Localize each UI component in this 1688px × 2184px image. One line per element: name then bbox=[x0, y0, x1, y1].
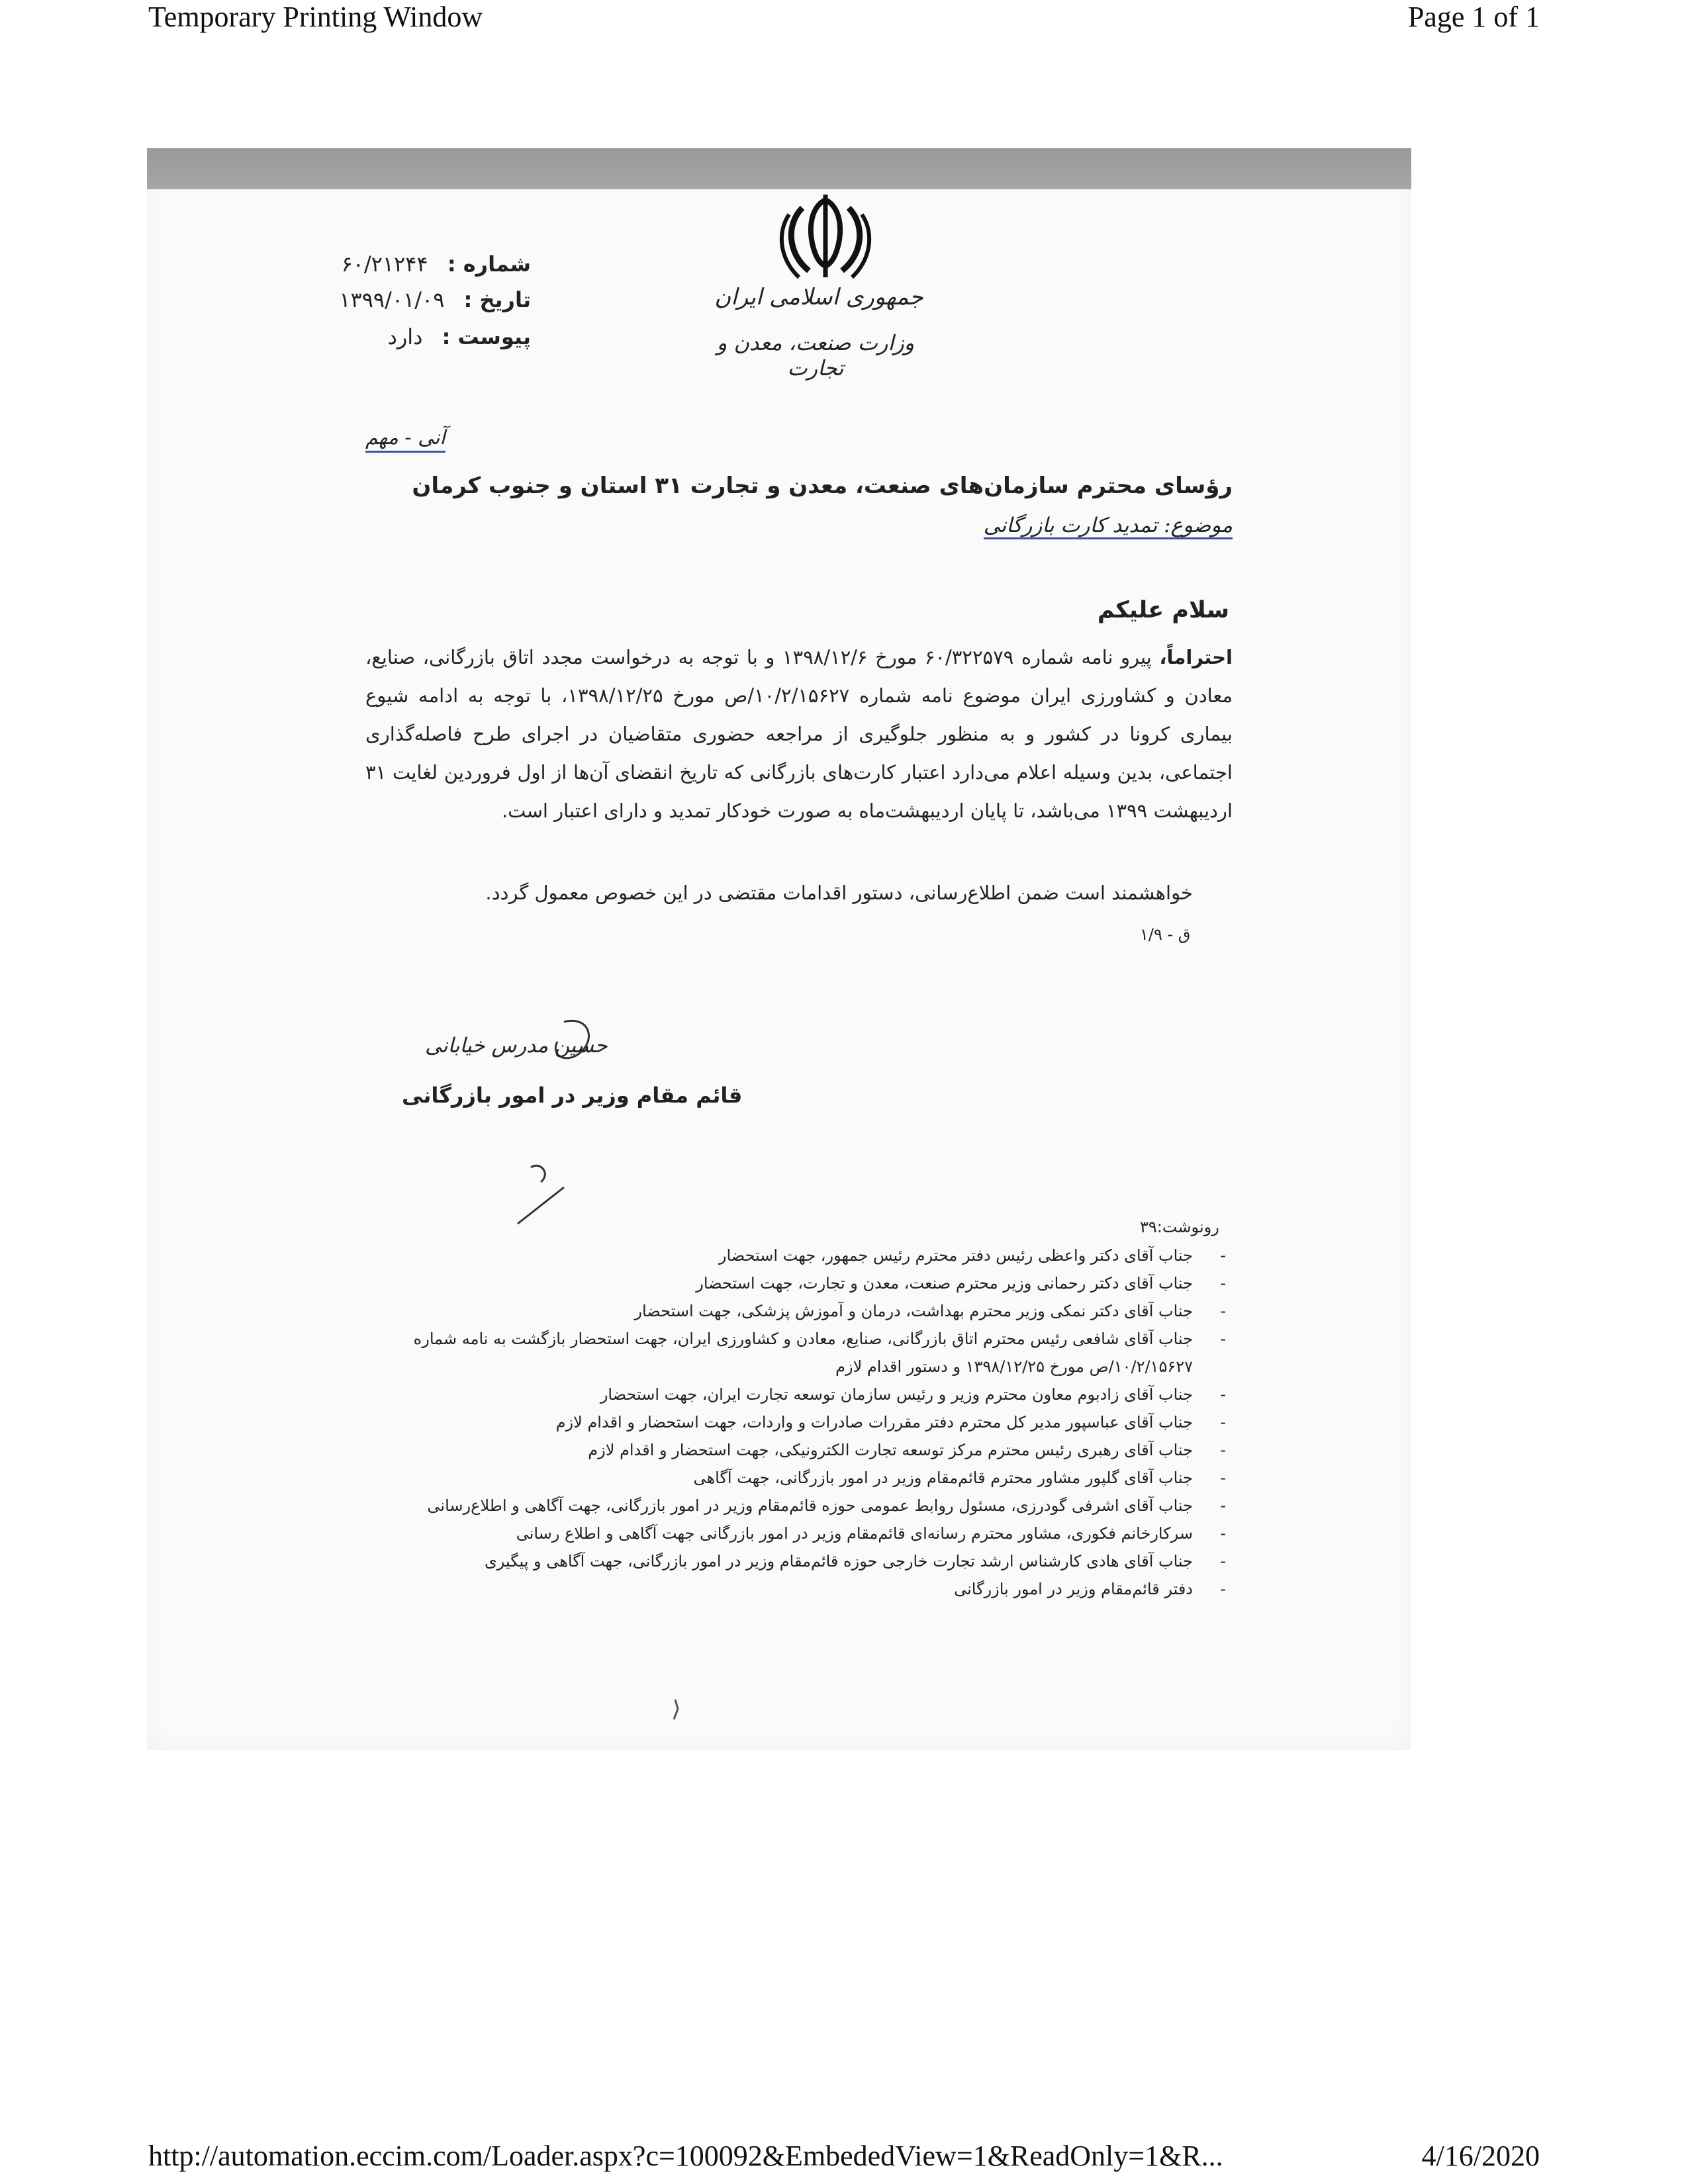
print-header bbox=[148, 0, 1540, 40]
iran-emblem-icon bbox=[769, 188, 882, 287]
attachment-label: پیوست : bbox=[442, 324, 531, 349]
number-value: ۶۰/۲۱۲۴۴ bbox=[341, 251, 428, 277]
government-name: جمهوری اسلامی ایران bbox=[714, 284, 923, 310]
attachment-value: دارد bbox=[387, 324, 423, 349]
pen-tick-icon bbox=[670, 1697, 683, 1723]
cc-list bbox=[365, 1242, 1226, 1603]
print-date: 4/16/2020 bbox=[1421, 2140, 1540, 2172]
cc-title: رونوشت:۳۹ bbox=[1140, 1218, 1219, 1236]
cc-item: - جناب آقای هادی کارشناس ارشد تجارت خارجی حوزه قائم‌مقام وزیر در امور بازرگانی، جهت آگاهی و پیگیری bbox=[484, 1552, 1226, 1570]
cc-item: - جناب آقای رهبری رئیس محترم مرکز توسعه تجارت الکترونیکی، جهت استحضار و اقدام لازم bbox=[588, 1441, 1226, 1459]
date-label: تاریخ : bbox=[463, 287, 531, 312]
body-text: پیرو نامه شماره ۶۰/۳۲۲۵۷۹ مورخ ۱۳۹۸/۱۲/۶ و با توجه به درخواست مجدد اتاق بازرگانی، صنایع، معادن و کشاورزی ایران موضوع نامه شماره ۱۰/۲/۱۵۶۲۷/ص مورخ ۱۳۹۸/۱۲/۲۵، با توجه به ادامه شیوع بیماری کرونا در کشور و به منظور جلوگیری از مراجعه حضوری متقاضیان در اجرای طرح فاصله‌گذاری اجتماعی، بدین وسیله اعلام می‌دارد اعتبار کارت‌های بازرگانی که تاریخ انقضای آن‌ها از اول فروردین لغایت ۳۱ اردیبهشت ۱۳۹۹ می‌باشد، تا پایان اردیبهشت‌ماه به صورت خودکار تمدید و دارای اعتبار است. bbox=[365, 646, 1233, 822]
scanned-letter bbox=[147, 148, 1411, 1750]
page-indicator: Page 1 of 1 bbox=[1407, 1, 1540, 33]
signatory-title: قائم مقام وزیر در امور بازرگانی bbox=[402, 1083, 743, 1108]
cc-item: - جناب آقای دکتر رحمانی وزیر محترم صنعت، معدن و تجارت، جهت استحضار bbox=[696, 1274, 1226, 1293]
subject-line: موضوع: تمدید کارت بازرگانی bbox=[984, 514, 1233, 539]
date-value: ۱۳۹۹/۰۱/۰۹ bbox=[339, 287, 445, 312]
closing-line: خواهشمند است ضمن اطلاع‌رسانی، دستور اقدامات مقتضی در این خصوص معمول گردد. bbox=[485, 882, 1193, 904]
cc-item: - جناب آقای شافعی رئیس محترم اتاق بازرگانی، صنایع، معادن و کشاورزی ایران، جهت استحضار بازگشت به نامه شماره ۱۰/۲/۱۵۶۲۷/ص مورخ ۱۳۹۸/۱۲/۲۵ و دستور اقدام لازم bbox=[413, 1330, 1226, 1376]
cc-item: - سرکارخانم فکوری، مشاور محترم رسانه‌ای قائم‌مقام وزیر در امور بازرگانی جهت آگاهی و اطلاع رسانی bbox=[516, 1524, 1226, 1543]
cc-item: - جناب آقای زادبوم معاون محترم وزیر و رئیس سازمان توسعه تجارت ایران، جهت استحضار bbox=[600, 1385, 1226, 1404]
number-label: شماره : bbox=[447, 251, 531, 277]
window-title: Temporary Printing Window bbox=[148, 1, 483, 33]
urgency-note: آنی - مهم bbox=[365, 426, 445, 453]
letter-number bbox=[293, 251, 531, 277]
cc-item: - جناب آقای گلپور مشاور محترم قائم‌مقام وزیر در امور بازرگانی، جهت آگاهی bbox=[693, 1469, 1226, 1487]
cc-item: - جناب آقای عباسپور مدیر کل محترم دفتر مقررات صادرات و واردات، جهت استحضار و اقدام لازم bbox=[555, 1413, 1226, 1432]
handwritten-mark: ق - ۱/۹ bbox=[1140, 925, 1191, 944]
greeting: سلام علیکم bbox=[1097, 597, 1229, 623]
cc-item: - دفتر قائم‌مقام وزیر در امور بازرگانی bbox=[954, 1580, 1226, 1598]
body-lead: احتراماً، bbox=[1159, 646, 1233, 668]
letter-paragraph bbox=[365, 638, 1233, 830]
letter-attachment bbox=[293, 324, 531, 349]
print-footer bbox=[148, 2139, 1540, 2179]
ministry-name: وزارت صنعت، معدن و تجارت bbox=[716, 330, 915, 381]
cc-item: - جناب آقای دکتر واعظی رئیس دفتر محترم رئیس جمهور، جهت استحضار bbox=[718, 1246, 1226, 1265]
page-url: http://automation.eccim.com/Loader.aspx?c=100092&EmbededView=1&ReadOnly=1&R... bbox=[148, 2140, 1223, 2172]
signatory-name: حسین مدرس خیابانی bbox=[425, 1034, 608, 1058]
cc-item: - جناب آقای اشرفی گودرزی، مسئول روابط عمومی حوزه قائم‌مقام وزیر در امور بازرگانی، جهت آگاهی و اطلاع‌رسانی bbox=[427, 1496, 1226, 1515]
addressee: رؤسای محترم سازمان‌های صنعت، معدن و تجارت ۳۱ استان و جنوب کرمان bbox=[412, 473, 1233, 499]
cc-item: - جناب آقای دکتر نمکی وزیر محترم بهداشت، درمان و آموزش پزشکی، جهت استحضار bbox=[634, 1302, 1226, 1320]
letter-body bbox=[147, 148, 1411, 1750]
letter-date bbox=[293, 287, 531, 312]
